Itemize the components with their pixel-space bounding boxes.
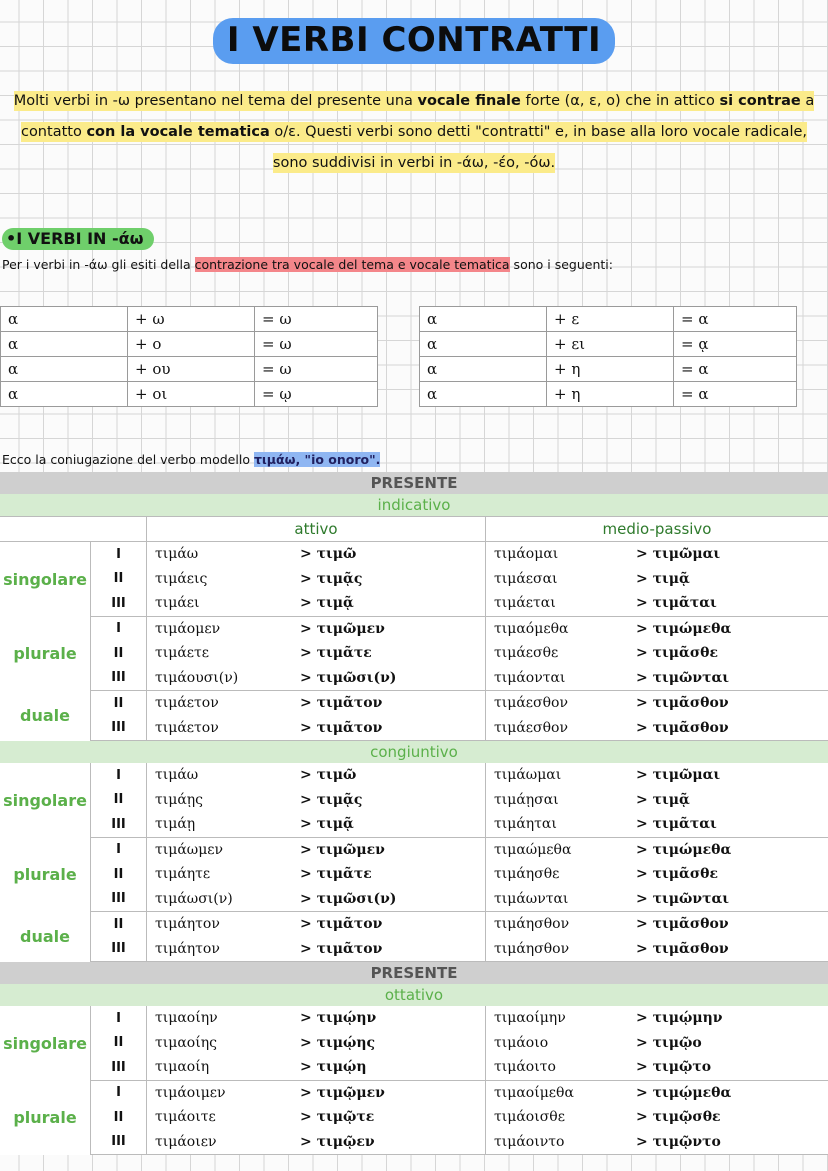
page-title: I VERBI CONTRATTI [213,18,615,64]
active-form: τιμάητον [147,937,301,962]
active-form: τιμάετε [155,645,210,662]
rule-row [1,382,378,407]
middle-contracted: > τιμῴμεθα [636,1084,732,1101]
person-label: II [91,788,147,813]
middle-contracted: > τιμᾶσθον [636,716,828,741]
mood-indicativo: indicativo [0,494,828,517]
conjugation-row [0,763,828,788]
middle-contracted: > τιμῶμαι [636,767,721,784]
tense-header: PRESENTE [0,962,828,985]
middle-form: τιμάεται [486,591,637,616]
middle-contracted: > τιμᾶσθε [636,645,718,662]
mood-congiuntivo: congiuntivo [0,741,828,764]
number-label: singolare [0,763,91,837]
active-form: τιμάει [147,591,301,616]
active-contracted: > τιμᾷ [300,812,486,837]
middle-form: τιμάηται [486,812,637,837]
active-form: τιμαοίη [147,1055,301,1080]
rule-row [1,307,378,332]
active-contracted: > τιμᾷς [300,788,486,813]
rule-row [1,332,378,357]
mood-ottativo-row [0,984,828,1006]
active-contracted: > τιμᾶτον [300,691,486,716]
intro-bold-3: con la vocale tematica [86,124,270,140]
middle-contracted: > τιμῷσθε [636,1109,721,1126]
number-label: plurale [0,837,91,912]
voice-header-spacer [0,517,147,542]
middle-form: τιμάεσθον [494,695,568,712]
active-contracted: > τιμᾶτε [300,641,486,666]
conjugation-row [0,812,828,837]
active-form: τιμάῃ [147,812,301,837]
conjugation-row [0,937,828,962]
active-contracted: > τιμῷτε [300,1105,486,1130]
model-verb-intro [2,452,380,467]
conjugation-row [0,1130,828,1155]
conjugation-row [0,616,828,641]
middle-form: τιμαοίμεθα [494,1084,574,1101]
active-form: τιμάω [155,546,199,563]
conjugation-row [0,691,828,716]
active-form: τιμαοίης [155,1034,217,1051]
person-label: III [91,812,147,837]
tense-header-row [0,472,828,494]
intro-bold-2: si contrae [719,93,801,109]
person-label: I [91,616,147,641]
middle-contracted: > τιμώμεθα [636,841,732,858]
conjugation-row [0,716,828,741]
active-contracted: > τιμῶσι(ν) [300,887,486,912]
intro-text-2: forte (α, ε, ο) che in attico [520,93,720,109]
conjugation-row [0,862,828,887]
number-label: plurale [0,1080,91,1155]
rule-add: + ο [128,332,255,357]
middle-form: τιμάοιο [494,1034,549,1051]
rule-result: = ω [255,332,378,357]
rule-vowel: α [420,332,547,357]
active-form: τιμάῃς [155,791,204,808]
middle-contracted: > τιμᾷ [636,791,690,808]
section-description [2,257,613,272]
active-form: τιμάετον [147,716,301,741]
middle-contracted: > τιμῶνται [636,666,828,691]
middle-contracted: > τιμᾶσθον [636,916,729,933]
conjugation-row [0,542,828,567]
active-form: τιμάητε [155,866,211,883]
middle-contracted: > τιμᾶσθον [636,937,828,962]
conjugation-row [0,1105,828,1130]
middle-form: τιμαοίμην [494,1010,566,1027]
number-label: plurale [0,616,91,691]
active-contracted: > τιμῶ [300,763,486,788]
number-label: duale [0,912,91,962]
contraction-rules-left [0,306,378,407]
rule-result: = α [674,307,797,332]
active-form: τιμάοιεν [147,1130,301,1155]
rule-row [420,307,797,332]
middle-form: τιμαώμεθα [494,841,572,858]
active-contracted: > τιμῴης [300,1031,486,1056]
rule-row [420,357,797,382]
rule-add: + ει [547,332,674,357]
rule-result: = α [674,357,797,382]
conjugation-row [0,666,828,691]
active-form: τιμάοιτε [155,1109,216,1126]
mood-indicativo-row [0,494,828,517]
number-label: duale [0,691,91,741]
mood-congiuntivo-row [0,741,828,764]
rule-result: = ω [255,357,378,382]
rule-add: + η [547,382,674,407]
active-form: τιμαοίην [155,1010,218,1027]
conjugation-row [0,887,828,912]
rule-add: + οι [128,382,255,407]
rule-vowel: α [420,307,547,332]
intro-text-3: a contatto [20,93,815,140]
active-contracted: > τιμῶσι(ν) [300,666,486,691]
conjugation-row [0,1055,828,1080]
rule-vowel: α [1,357,128,382]
conjugation-table [0,472,828,1155]
person-label: I [91,1080,147,1105]
middle-contracted: > τιμᾶται [636,591,828,616]
person-label: II [91,862,147,887]
active-contracted: > τιμᾶτε [300,862,486,887]
tense-header-row [0,962,828,985]
middle-form: τιμάῃσαι [494,791,559,808]
middle-contracted: > τιμῶμαι [636,546,721,563]
rule-vowel: α [1,307,128,332]
middle-form: τιμάονται [486,666,637,691]
active-contracted: > τιμᾷ [300,591,486,616]
active-contracted: > τιμῴην [300,1006,486,1031]
active-contracted: > τιμῶμεν [300,837,486,862]
active-form: τιμάομεν [155,620,221,637]
section-heading: •I VERBI IN -άω [2,228,154,250]
active-form: τιμάητον [155,916,220,933]
middle-contracted: > τιμᾷ [636,570,690,587]
conjugation-row [0,641,828,666]
active-contracted: > τιμῷεν [300,1130,486,1155]
rule-result: = ω [255,307,378,332]
middle-form: τιμάωμαι [494,767,562,784]
middle-form: τιμάοισθε [494,1109,565,1126]
conjugation-row [0,1080,828,1105]
middle-form: τιμάωνται [486,887,637,912]
active-form: τιμάουσι(ν) [147,666,301,691]
active-form: τιμάετον [155,695,219,712]
rule-vowel: α [420,382,547,407]
middle-form: τιμάεσθε [494,645,559,662]
person-label: III [91,716,147,741]
conjugation-row [0,567,828,592]
middle-contracted: > τιμᾶσθε [636,866,718,883]
active-form: τιμάεις [155,570,208,587]
conjugation-row [0,837,828,862]
number-label: singolare [0,542,91,617]
active-form: τιμάωσι(ν) [147,887,301,912]
model-verb-highlight: τιμάω, "io onoro". [253,452,381,467]
person-label: III [91,1055,147,1080]
person-label: III [91,887,147,912]
middle-contracted: > τιμῷντο [636,1130,828,1155]
active-contracted: > τιμῶ [300,542,486,567]
person-label: III [91,591,147,616]
middle-form: τιμάεσθον [486,716,637,741]
conjugation-row [0,912,828,937]
person-label: II [91,1105,147,1130]
voice-middle-passive: medio-passivo [486,517,828,542]
contraction-rules-right [419,306,797,407]
conjugation-row [0,1031,828,1056]
rule-vowel: α [1,382,128,407]
active-contracted: > τιμῷμεν [300,1080,486,1105]
middle-contracted: > τιμῶνται [636,887,828,912]
tense-header: PRESENTE [0,472,828,494]
rule-vowel: α [1,332,128,357]
middle-form: τιμάοιτο [486,1055,637,1080]
rule-add: + ω [128,307,255,332]
person-label: I [91,837,147,862]
person-label: I [91,1006,147,1031]
active-form: τιμάωμεν [155,841,224,858]
conjugation-row [0,591,828,616]
person-label: I [91,763,147,788]
intro-bold-1: vocale finale [417,93,521,109]
person-label: II [91,641,147,666]
middle-form: τιμάεσαι [494,570,558,587]
person-label: II [91,691,147,716]
intro-text-4: ο/ε. Questi verbi sono detti "contratti" e, in base alla loro vocale radicale, sono suddivisi in verbi in -άω, -έο, -όω. [269,124,808,171]
section-desc-highlight: contrazione tra vocale del tema e vocale tematica [194,257,510,272]
voice-active: attivo [147,517,486,542]
active-form: τιμάοιμεν [155,1084,226,1101]
model-verb-text: Ecco la coniugazione del verbo modello [2,452,254,467]
middle-form: τιμάησθον [494,916,570,933]
active-contracted: > τιμῶμεν [300,616,486,641]
person-label: III [91,937,147,962]
voice-header-row [0,517,828,542]
conjugation-row [0,1006,828,1031]
conjugation-row [0,788,828,813]
active-contracted: > τιμᾶτον [300,937,486,962]
rule-row [420,332,797,357]
active-contracted: > τιμῴη [300,1055,486,1080]
mood-ottativo: ottativo [0,984,828,1006]
rule-add: + ε [547,307,674,332]
person-label: II [91,567,147,592]
rule-vowel: α [420,357,547,382]
active-contracted: > τιμᾶτον [300,912,486,937]
person-label: III [91,666,147,691]
number-label: singolare [0,1006,91,1080]
active-contracted: > τιμᾷς [300,567,486,592]
person-label: I [91,542,147,567]
middle-form: τιμάησθε [494,866,560,883]
section-desc-after: sono i seguenti: [509,257,613,272]
middle-form: τιμάησθον [486,937,637,962]
rule-result: = ῳ [255,382,378,407]
middle-contracted: > τιμώμεθα [636,620,732,637]
middle-form: τιμαόμεθα [494,620,569,637]
middle-contracted: > τιμῷο [636,1034,702,1051]
rule-result: = α [674,382,797,407]
middle-form: τιμάοιντο [486,1130,637,1155]
active-contracted: > τιμᾶτον [300,716,486,741]
rule-result: = ᾳ [674,332,797,357]
intro-paragraph [10,86,818,179]
middle-contracted: > τιμῷτο [636,1055,828,1080]
section-desc-before: Per i verbi in -άω gli esiti della [2,257,195,272]
intro-text-1: Molti verbi in -ω presentano nel tema del presente una [13,93,418,109]
active-form: τιμάω [155,767,199,784]
rule-row [420,382,797,407]
rule-row [1,357,378,382]
person-label: II [91,912,147,937]
middle-contracted: > τιμᾶται [636,812,828,837]
middle-contracted: > τιμῴμην [636,1010,723,1027]
person-label: III [91,1130,147,1155]
middle-form: τιμάομαι [494,546,559,563]
rule-add: + ου [128,357,255,382]
person-label: II [91,1031,147,1056]
middle-contracted: > τιμᾶσθον [636,695,729,712]
rule-add: + η [547,357,674,382]
